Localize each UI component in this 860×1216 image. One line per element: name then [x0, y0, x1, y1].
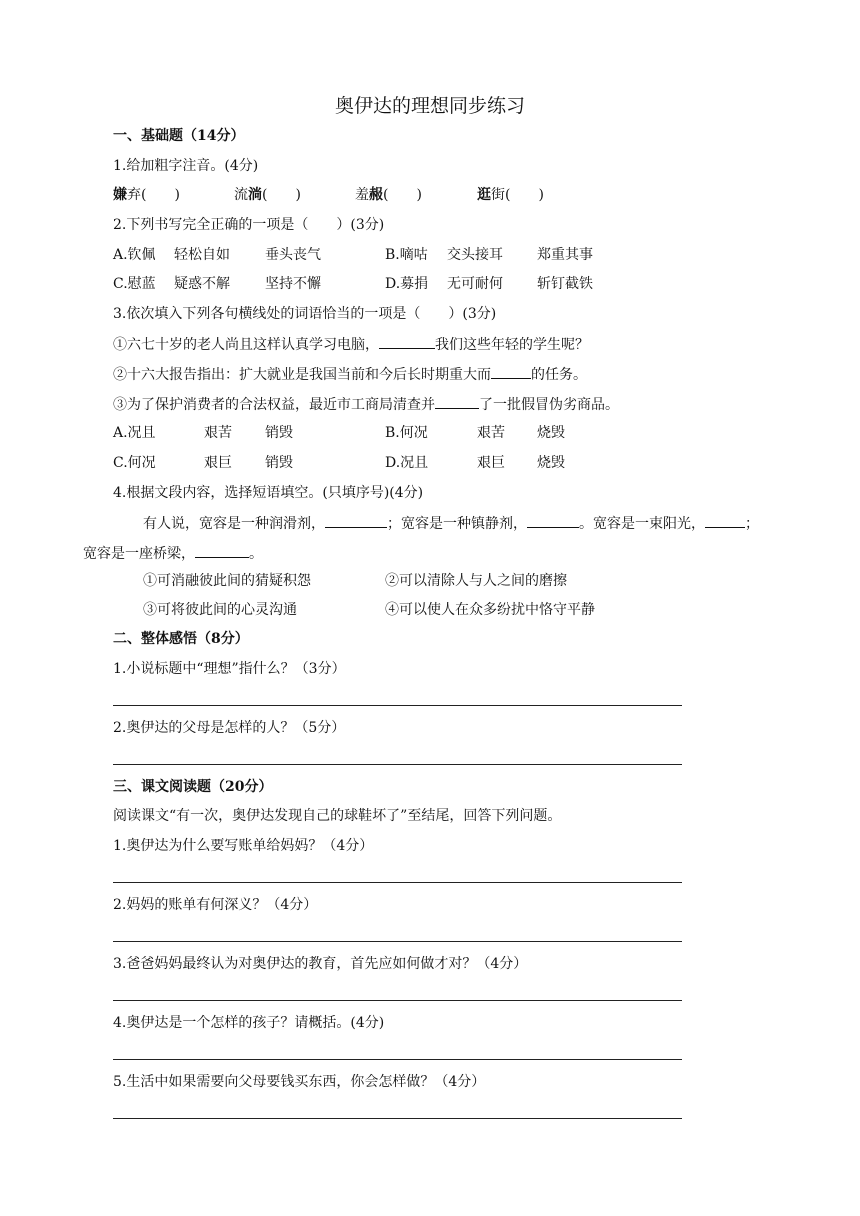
q2-option-d-3: 斩钉截铁	[537, 276, 593, 292]
q3-sentence-1: ①六七十岁的老人尚且这样认真学习电脑， 我们这些年轻的学生呢？	[113, 334, 589, 355]
q3-option-c-3: 销毁	[265, 455, 293, 471]
s3-q1-answer-line[interactable]	[113, 882, 682, 883]
q4-choice-4: ④可以使人在众多纷扰中恪守平静	[385, 602, 595, 618]
q4-blank-1[interactable]	[325, 513, 387, 528]
q3-option-d-1: D.况且	[385, 455, 429, 471]
q2-option-b-1: B.嘀咕	[385, 247, 428, 263]
q3-option-c-2: 艰巨	[204, 455, 232, 471]
s3-q3-prompt: 3.爸爸妈妈最终认为对奥伊达的教育，首先应如何做才对？（4分）	[113, 956, 528, 972]
q3-option-d-3: 烧毁	[537, 455, 565, 471]
q3-blank-1[interactable]	[379, 334, 435, 349]
s3-q2-prompt: 2.妈妈的账单有何深义？（4分）	[113, 897, 318, 913]
s2-q2-answer-line[interactable]	[113, 764, 682, 765]
q1-item-2: 流淌( )	[234, 187, 301, 203]
q4-blank-4[interactable]	[195, 543, 249, 558]
q3-option-b-3: 烧毁	[537, 425, 565, 441]
s3-q5-prompt: 5.生活中如果需要向父母要钱买东西，你会怎样做？（4分）	[113, 1074, 486, 1090]
s3-q1-prompt: 1.奥伊达为什么要写账单给妈妈？（4分）	[113, 838, 374, 854]
q3-sentence-3: ③为了保护消费者的合法权益，最近市工商局清查并 了一批假冒伪劣商品。	[113, 394, 619, 415]
q2-option-a-2: 轻松自如	[174, 247, 230, 263]
q1-item-3: 羞赧( )	[355, 187, 422, 203]
q3-option-b-1: B.何况	[385, 425, 428, 441]
s3-q4-prompt: 4.奥伊达是一个怎样的孩子？请概括。(4分)	[113, 1015, 385, 1031]
q1-item-1: 嫌弃( )	[113, 187, 180, 203]
q3-blank-2[interactable]	[491, 364, 531, 379]
q2-option-c-3: 坚持不懈	[265, 276, 321, 292]
q2-prompt: 2.下列书写完全正确的一项是（ ）(3分)	[113, 217, 385, 233]
q4-choice-2: ②可以清除人与人之间的磨擦	[385, 573, 567, 589]
q4-paragraph-line-2: 宽容是一座桥梁， 。	[83, 543, 263, 564]
q4-choice-3: ③可将彼此间的心灵沟通	[143, 602, 297, 618]
q3-prompt: 3.依次填入下列各句横线处的词语恰当的一项是（ ）(3分)	[113, 306, 497, 322]
q1-items-row	[113, 185, 180, 205]
q3-blank-3[interactable]	[435, 394, 479, 409]
q2-option-a-3: 垂头丧气	[265, 247, 321, 263]
s2-q1-answer-line[interactable]	[113, 705, 682, 706]
q4-blank-3[interactable]	[705, 513, 745, 528]
q2-option-b-3: 郑重其事	[537, 247, 593, 263]
s3-q5-answer-line[interactable]	[113, 1118, 682, 1119]
q2-option-b-2: 交头接耳	[447, 247, 503, 263]
q1-prompt: 1.给加粗字注音。(4分)	[113, 158, 259, 174]
q3-option-b-2: 艰苦	[477, 425, 505, 441]
s3-q3-answer-line[interactable]	[113, 1000, 682, 1001]
s3-q2-answer-line[interactable]	[113, 941, 682, 942]
q4-blank-2[interactable]	[527, 513, 579, 528]
q4-paragraph-line-1: 有人说，宽容是一种润滑剂， ；宽容是一种镇静剂， 。宽容是一束阳光， ；	[143, 513, 759, 534]
section3-heading: 三、课文阅读题（20分）	[113, 779, 273, 795]
q2-option-d-2: 无可耐何	[447, 276, 503, 292]
q2-option-c-2: 疑惑不解	[174, 276, 230, 292]
s2-q2-prompt: 2.奥伊达的父母是怎样的人？（5分）	[113, 720, 346, 736]
q2-option-c-1: C.慰蓝	[113, 276, 156, 292]
section1-heading: 一、基础题（14分）	[113, 128, 245, 144]
s2-q1-prompt: 1.小说标题中“理想”指什么？（3分）	[113, 661, 346, 677]
page-title: 奥伊达的理想同步练习	[334, 95, 525, 117]
s3-intro: 阅读课文“有一次，奥伊达发现自己的球鞋坏了”至结尾，回答下列问题。	[113, 808, 562, 824]
q2-option-d-1: D.募捐	[385, 276, 429, 292]
q3-option-c-1: C.何况	[113, 455, 156, 471]
q3-option-d-2: 艰巨	[477, 455, 505, 471]
section2-heading: 二、整体感悟（8分）	[113, 631, 249, 647]
q3-option-a-2: 艰苦	[204, 425, 232, 441]
q3-option-a-3: 销毁	[265, 425, 293, 441]
s3-q4-answer-line[interactable]	[113, 1059, 682, 1060]
q3-option-a-1: A.况且	[113, 425, 156, 441]
q4-choice-1: ①可消融彼此间的猜疑积怨	[143, 573, 311, 589]
q1-item-4: 逛街( )	[477, 187, 544, 203]
q3-sentence-2: ②十六大报告指出：扩大就业是我国当前和今后长时期重大而 的任务。	[113, 364, 587, 385]
q2-option-a-1: A.钦佩	[113, 247, 156, 263]
q4-prompt: 4.根据文段内容，选择短语填空。(只填序号)(4分)	[113, 485, 424, 501]
